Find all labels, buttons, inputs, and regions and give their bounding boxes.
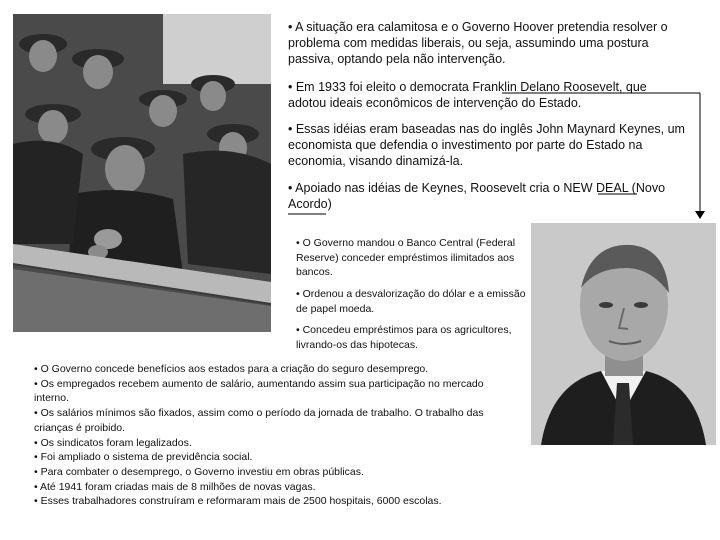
list-item: • O Governo concede benefícios aos estados para a criação do seguro desemprego. <box>34 363 429 375</box>
roosevelt-illustration <box>531 223 716 445</box>
roosevelt-portrait <box>531 223 716 445</box>
bullet-hoover: • A situação era calamitosa e o Governo Hoover pretendia resolver o problema com medidas liberais, ou seja, assumindo uma postura passiva, optando pela não intervenção. <box>288 20 668 66</box>
bullet-new-deal: • Apoiado nas idéias de Keynes, Roosevelt cria o NEW DEAL (Novo Acordo) <box>288 181 666 211</box>
bullet-federal-reserve: • O Governo mandou o Banco Central (Federal Reserve) conceder empréstimos ilimitados aos bancos. <box>296 237 516 278</box>
list-item: • Esses trabalhadores construíram e reformaram mais de 2500 hospitais, 6000 escolas. <box>34 495 442 508</box>
list-item: • Os salários mínimos são fixados, assim como o período da jornada de trabalho. O trabalho das crianças é proibido. <box>34 407 484 434</box>
bullet-dollar-devaluation: • Ordenou a desvalorização do dólar e a emissão de papel moeda. <box>296 288 526 315</box>
new-deal-measures-list <box>34 362 514 509</box>
list-item: • Para combater o desemprego, o Governo investiu em obras públicas. <box>34 465 364 478</box>
list-item: • Foi ampliado o sistema de previdência social. <box>34 451 253 464</box>
arrow-head <box>695 211 705 219</box>
list-item: • Até 1941 foram criadas mais de 8 milhões de novas vagas. <box>34 480 316 493</box>
bullet-roosevelt-elected: • Em 1933 foi eleito o democrata Franklin Delano Roosevelt, que adotou ideais econômicos de intervenção do Estado. <box>288 80 647 110</box>
list-item: • Os empregados recebem aumento de salário, aumentando assim sua participação no mercado interno. <box>34 377 484 405</box>
bullet-keynes: • Essas idéias eram baseadas nas do inglês John Maynard Keynes, um economista que defendia o investimento por parte do Estado na economia, visando dinamizá-la. <box>288 122 685 168</box>
list-item: • Os sindicatos foram legalizados. <box>34 436 192 449</box>
bullet-farmers-loans: • Concedeu empréstimos para os agricultores, livrando-os das hipotecas. <box>296 324 512 351</box>
